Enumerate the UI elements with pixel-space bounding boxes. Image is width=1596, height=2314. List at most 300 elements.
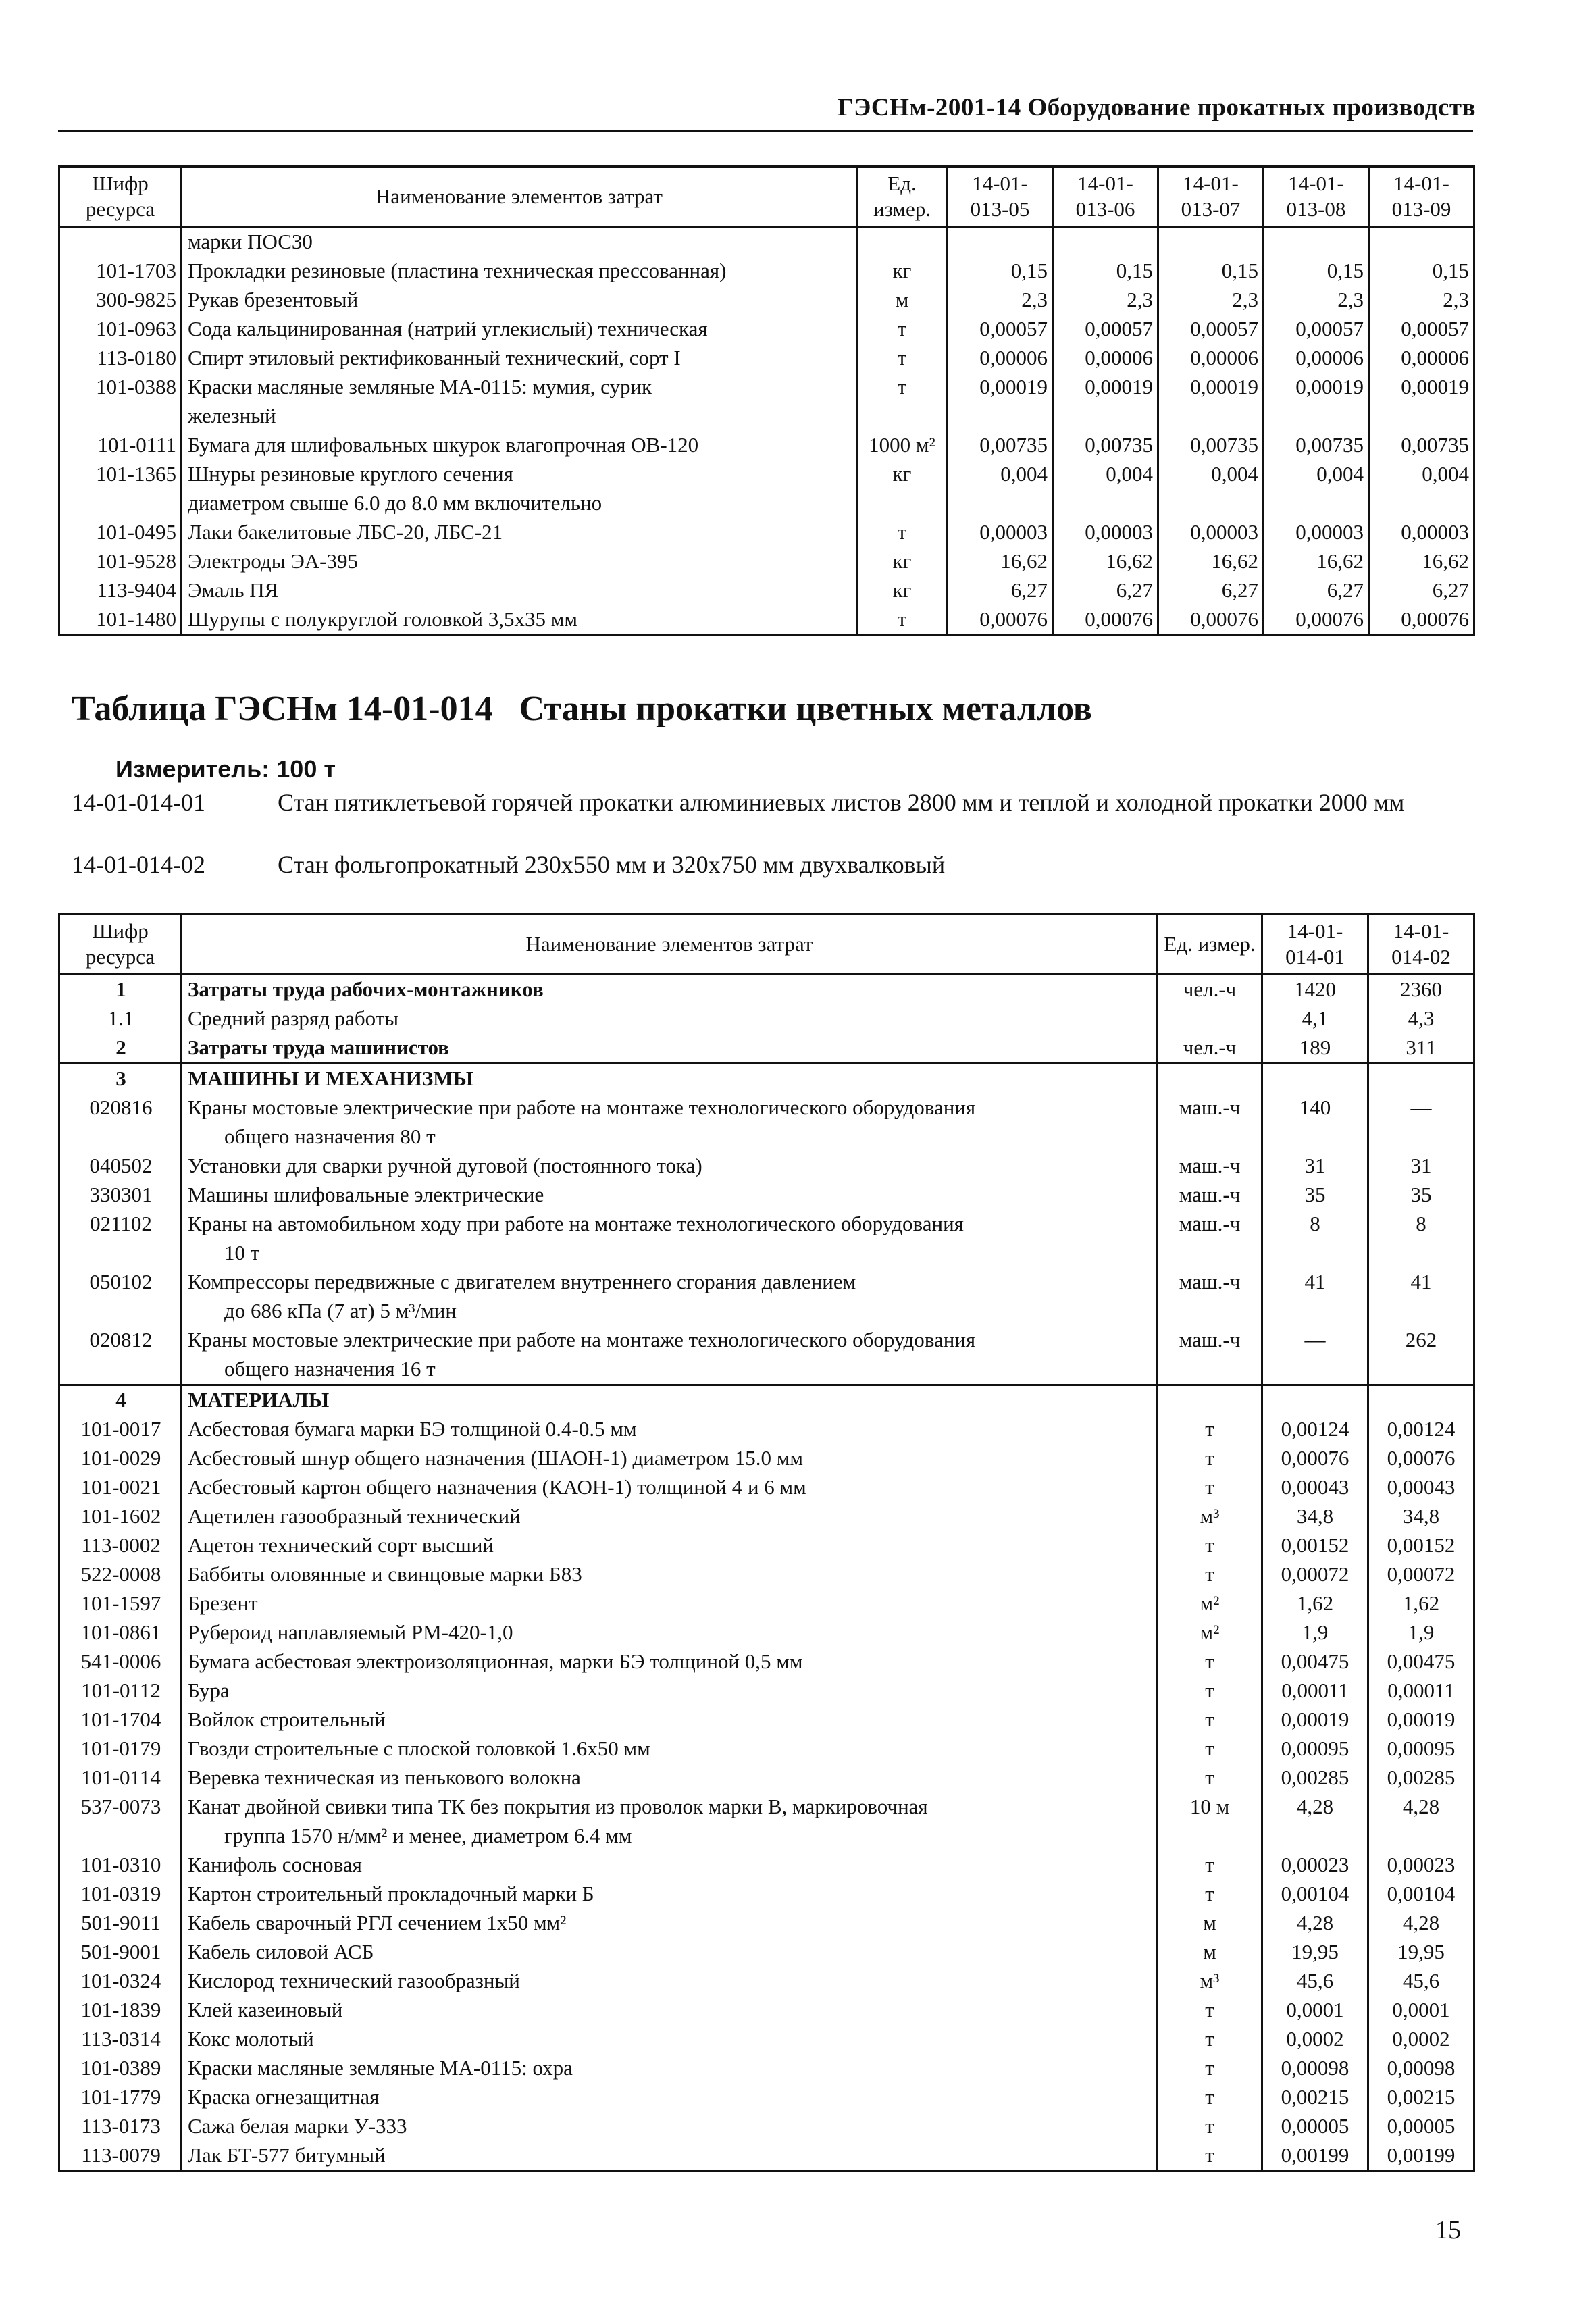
cell-unit: т (1158, 2025, 1262, 2054)
cell-value: 0,00003 (1053, 518, 1158, 547)
table-row (59, 460, 1474, 489)
cell-code: 101-0111 (59, 431, 182, 460)
col-header: Наименование элементов затрат (182, 167, 857, 227)
table-row (59, 1444, 1474, 1473)
cell-unit: м³ (1158, 1967, 1262, 1996)
table-row (59, 1938, 1474, 1967)
cell-name: Краски масляные земляные МА-0115: охра (182, 2054, 1158, 2083)
cell-value: 0,00003 (1158, 518, 1264, 547)
cell-value: 8 (1368, 1210, 1474, 1239)
cell-unit (1158, 1239, 1262, 1268)
cell-name: марки ПОС30 (182, 227, 857, 257)
item-14-01-014-02 (72, 849, 1476, 880)
table-row (59, 1793, 1474, 1822)
cell-code: 101-0389 (59, 2054, 182, 2083)
cell-value: 0,00735 (948, 431, 1053, 460)
table-header-row (59, 167, 1474, 227)
cell-value: 2,3 (1053, 286, 1158, 315)
item-code: 14-01-014-02 (72, 851, 205, 878)
cell-value (1368, 1385, 1474, 1416)
cell-code (59, 402, 182, 431)
measure-label: Измеритель: 100 т (115, 755, 336, 783)
cell-value: 0,15 (1369, 257, 1474, 286)
cell-name: Электроды ЭА-395 (182, 547, 857, 576)
table-row (59, 518, 1474, 547)
cell-value (1262, 1123, 1368, 1152)
cell-unit: т (1158, 2083, 1262, 2112)
cell-value (948, 489, 1053, 518)
cell-value: 0,00011 (1262, 1676, 1368, 1705)
table-row (59, 1239, 1474, 1268)
cell-value (1369, 227, 1474, 257)
cell-name: Машины шлифовальные электрические (182, 1181, 1158, 1210)
table-row (59, 605, 1474, 636)
cell-unit: т (1158, 2054, 1262, 2083)
cell-unit: чел.-ч (1158, 1033, 1262, 1064)
cell-value: 0,15 (1264, 257, 1369, 286)
page-number: 15 (1435, 2216, 1461, 2244)
cell-value: 0,00057 (948, 315, 1053, 344)
cell-value: 16,62 (1053, 547, 1158, 576)
cell-value: 311 (1368, 1033, 1474, 1064)
cell-value: 0,00019 (1369, 373, 1474, 402)
cell-name: МАШИНЫ И МЕХАНИЗМЫ (182, 1064, 1158, 1094)
cell-value: 0,00057 (1158, 315, 1264, 344)
cell-code (59, 1297, 182, 1326)
cell-name: Кабель силовой АСБ (182, 1938, 1158, 1967)
item-text: Стан пятиклетьевой горячей прокатки алюминиевых листов 2800 мм и теплой и холодной прокатки 2000 мм (278, 789, 1405, 816)
cell-unit (1158, 1297, 1262, 1326)
cell-value: 45,6 (1262, 1967, 1368, 1996)
cell-value: 34,8 (1368, 1502, 1474, 1531)
cell-code (59, 1239, 182, 1268)
cell-name (182, 1822, 1158, 1851)
cell-unit: т (857, 518, 948, 547)
cell-value: 4,1 (1262, 1004, 1368, 1033)
cell-unit: т (1158, 1734, 1262, 1764)
cell-name: Канифоль сосновая (182, 1851, 1158, 1880)
cell-value: 0,00023 (1262, 1851, 1368, 1880)
cell-value: 0,00057 (1264, 315, 1369, 344)
table-row (59, 1415, 1474, 1444)
cell-value: 4,28 (1262, 1793, 1368, 1822)
cell-unit: м² (1158, 1589, 1262, 1618)
cell-name: железный (182, 402, 857, 431)
cell-value (1368, 1239, 1474, 1268)
cell-name: Войлок строительный (182, 1705, 1158, 1734)
cell-value: 0,004 (948, 460, 1053, 489)
table-row (59, 2141, 1474, 2171)
cell-code: 113-0180 (59, 344, 182, 373)
cell-value: 4,28 (1368, 1909, 1474, 1938)
cell-unit: т (1158, 1851, 1262, 1880)
cell-unit (1158, 1355, 1262, 1385)
table-row (59, 547, 1474, 576)
table-row (59, 1210, 1474, 1239)
cell-code: 4 (59, 1385, 182, 1416)
cell-value: 2,3 (1369, 286, 1474, 315)
cell-name: Брезент (182, 1589, 1158, 1618)
cell-code: 101-1597 (59, 1589, 182, 1618)
cell-unit: т (1158, 1705, 1262, 1734)
cell-value (1262, 1064, 1368, 1094)
cell-value: 0,00124 (1368, 1415, 1474, 1444)
table-row (59, 1589, 1474, 1618)
cell-code: 1.1 (59, 1004, 182, 1033)
cell-value: 16,62 (1369, 547, 1474, 576)
cell-value: 4,28 (1368, 1793, 1474, 1822)
resource-table-013 (58, 165, 1475, 636)
table-row (59, 402, 1474, 431)
cell-value: 4,28 (1262, 1909, 1368, 1938)
cell-value: 0,00005 (1262, 2112, 1368, 2141)
cell-value (1262, 1355, 1368, 1385)
cell-value: 0,00215 (1368, 2083, 1474, 2112)
cell-name: Асбестовый картон общего назначения (КАОН-1) толщиной 4 и 6 мм (182, 1473, 1158, 1502)
cell-value (1368, 1123, 1474, 1152)
cell-value: 8 (1262, 1210, 1368, 1239)
cell-value (1262, 1297, 1368, 1326)
table-row (59, 2112, 1474, 2141)
cell-code: 541-0006 (59, 1647, 182, 1676)
cell-value: 0,00006 (948, 344, 1053, 373)
cell-unit (857, 489, 948, 518)
cell-code: 101-0310 (59, 1851, 182, 1880)
cell-value: 1,9 (1368, 1618, 1474, 1647)
cell-value: 0,00019 (1262, 1705, 1368, 1734)
table-row (59, 1705, 1474, 1734)
table-row (59, 576, 1474, 605)
cell-name: Сода кальцинированная (натрий углекислый) техническая (182, 315, 857, 344)
cell-unit: кг (857, 547, 948, 576)
cell-unit (1158, 1064, 1262, 1094)
cell-name: Гвозди строительные с плоской головкой 1.6х50 мм (182, 1734, 1158, 1764)
cell-value: 6,27 (1158, 576, 1264, 605)
table-row (59, 1152, 1474, 1181)
cell-value: 0,00006 (1264, 344, 1369, 373)
cell-name: Ацетон технический сорт высший (182, 1531, 1158, 1560)
cell-code (59, 489, 182, 518)
cell-name: Рубероид наплавляемый РМ-420-1,0 (182, 1618, 1158, 1647)
cell-name: Шнуры резиновые круглого сечения (182, 460, 857, 489)
cell-code: 101-0324 (59, 1967, 182, 1996)
cell-unit (1158, 1822, 1262, 1851)
cell-value: 0,00006 (1369, 344, 1474, 373)
cell-code: 020812 (59, 1326, 182, 1355)
cell-value: 0,00104 (1262, 1880, 1368, 1909)
cell-code: 101-0017 (59, 1415, 182, 1444)
cell-code: 101-0963 (59, 315, 182, 344)
cell-value: 16,62 (1158, 547, 1264, 576)
table-body (59, 975, 1474, 2171)
cell-name-text: до 686 кПа (7 ат) 5 м³/мин (224, 1299, 457, 1322)
table-row (59, 1967, 1474, 1996)
cell-code: 2 (59, 1033, 182, 1064)
table-row (59, 1851, 1474, 1880)
cell-value: 0,00152 (1262, 1531, 1368, 1560)
table-row (59, 1268, 1474, 1297)
cell-code: 101-1779 (59, 2083, 182, 2112)
cell-value: 35 (1368, 1181, 1474, 1210)
cell-value: 35 (1262, 1181, 1368, 1210)
cell-code: 501-9011 (59, 1909, 182, 1938)
cell-value (1264, 227, 1369, 257)
table-row (59, 315, 1474, 344)
cell-code: 101-0388 (59, 373, 182, 402)
cell-name-text: 10 т (224, 1241, 260, 1264)
col-header: 14-01- 013-06 (1053, 167, 1158, 227)
cell-value: 0,00006 (1158, 344, 1264, 373)
cell-value: 0,00072 (1368, 1560, 1474, 1589)
cell-name: Веревка техническая из пенькового волокна (182, 1764, 1158, 1793)
table-row (59, 1064, 1474, 1094)
cell-unit: т (857, 605, 948, 636)
cell-value (1053, 227, 1158, 257)
col-header: 14-01- 013-08 (1264, 167, 1369, 227)
cell-name: Затраты труда машинистов (182, 1033, 1158, 1064)
cell-value: 45,6 (1368, 1967, 1474, 1996)
cell-value: 140 (1262, 1094, 1368, 1123)
col-header: Ед. измер. (857, 167, 948, 227)
cell-value: 2,3 (1264, 286, 1369, 315)
table-row (59, 1094, 1474, 1123)
cell-value: 0,004 (1264, 460, 1369, 489)
cell-value: 0,15 (1053, 257, 1158, 286)
cell-code: 021102 (59, 1210, 182, 1239)
cell-unit: т (1158, 1444, 1262, 1473)
cell-code: 101-0319 (59, 1880, 182, 1909)
cell-unit: м³ (1158, 1502, 1262, 1531)
cell-unit (1158, 1385, 1262, 1416)
cell-value: 0,00199 (1262, 2141, 1368, 2171)
table-row (59, 344, 1474, 373)
cell-name: Спирт этиловый ректификованный технический, сорт I (182, 344, 857, 373)
cell-code: 101-1703 (59, 257, 182, 286)
cell-value (1262, 1239, 1368, 1268)
cell-unit: т (1158, 2141, 1262, 2171)
table-row (59, 1909, 1474, 1938)
cell-value: 19,95 (1368, 1938, 1474, 1967)
table-row (59, 1618, 1474, 1647)
cell-code: 113-0079 (59, 2141, 182, 2171)
cell-value: 1420 (1262, 975, 1368, 1005)
cell-value: 1,62 (1368, 1589, 1474, 1618)
cell-value: 0,00057 (1369, 315, 1474, 344)
cell-code: 300-9825 (59, 286, 182, 315)
cell-name-text: общего назначения 16 т (224, 1357, 436, 1381)
table-row (59, 1326, 1474, 1355)
cell-value: 0,00124 (1262, 1415, 1368, 1444)
cell-value: 0,00735 (1053, 431, 1158, 460)
cell-value: 0,00095 (1368, 1734, 1474, 1764)
cell-code: 3 (59, 1064, 182, 1094)
cell-value: 0,00095 (1262, 1734, 1368, 1764)
cell-value: 0,00076 (1158, 605, 1264, 636)
cell-name-text: общего назначения 80 т (224, 1125, 436, 1148)
cell-value: 0,00076 (1368, 1444, 1474, 1473)
cell-code: 522-0008 (59, 1560, 182, 1589)
cell-value: 0,00076 (1369, 605, 1474, 636)
cell-value: 0,00019 (948, 373, 1053, 402)
cell-unit (1158, 1123, 1262, 1152)
table-row (59, 2025, 1474, 2054)
cell-name: Лаки бакелитовые ЛБС-20, ЛБС-21 (182, 518, 857, 547)
table-row (59, 489, 1474, 518)
cell-value: 41 (1368, 1268, 1474, 1297)
table-row (59, 1996, 1474, 2025)
table-row (59, 1181, 1474, 1210)
cell-unit: т (1158, 2112, 1262, 2141)
cell-unit: т (857, 315, 948, 344)
cell-name: Краны мостовые электрические при работе на монтаже технологического оборудования (182, 1326, 1158, 1355)
cell-value: 16,62 (948, 547, 1053, 576)
cell-value (948, 402, 1053, 431)
cell-name: Бура (182, 1676, 1158, 1705)
col-header: Наименование элементов затрат (182, 915, 1158, 975)
cell-unit: т (1158, 1676, 1262, 1705)
table-row (59, 1734, 1474, 1764)
cell-name (182, 1297, 1158, 1326)
cell-name (182, 1355, 1158, 1385)
table-row (59, 227, 1474, 257)
cell-unit: маш.-ч (1158, 1268, 1262, 1297)
table-header-row (59, 915, 1474, 975)
item-text: Стан фольгопрокатный 230х550 мм и 320х750 мм двухвалковый (278, 851, 946, 878)
cell-value: — (1262, 1326, 1368, 1355)
cell-unit: т (857, 344, 948, 373)
cell-value: 0,00043 (1368, 1473, 1474, 1502)
cell-name: Картон строительный прокладочный марки Б (182, 1880, 1158, 1909)
cell-unit: 1000 м² (857, 431, 948, 460)
cell-name: Средний разряд работы (182, 1004, 1158, 1033)
item-14-01-014-01 (72, 787, 1476, 849)
cell-unit: м (1158, 1909, 1262, 1938)
cell-value: 0,00019 (1264, 373, 1369, 402)
table-row (59, 1822, 1474, 1851)
cell-name: Прокладки резиновые (пластина техническая прессованная) (182, 257, 857, 286)
col-header: 14-01- 013-05 (948, 167, 1053, 227)
cell-value (1368, 1822, 1474, 1851)
cell-unit: маш.-ч (1158, 1094, 1262, 1123)
cell-name-text: группа 1570 н/мм² и менее, диаметром 6.4 мм (224, 1824, 632, 1847)
cell-value: 0,00152 (1368, 1531, 1474, 1560)
cell-value: 2360 (1368, 975, 1474, 1005)
cell-value: 1,9 (1262, 1618, 1368, 1647)
cell-value: 41 (1262, 1268, 1368, 1297)
cell-value: 0,00072 (1262, 1560, 1368, 1589)
cell-value: 0,00285 (1368, 1764, 1474, 1793)
cell-value (1368, 1355, 1474, 1385)
page-header: ГЭСНм-2001-14 Оборудование прокатных производств (838, 94, 1476, 122)
table-row (59, 1033, 1474, 1064)
cell-code: 101-0495 (59, 518, 182, 547)
cell-unit: т (1158, 1880, 1262, 1909)
cell-value (1053, 489, 1158, 518)
cell-name: Краска огнезащитная (182, 2083, 1158, 2112)
cell-code: 040502 (59, 1152, 182, 1181)
table-row (59, 1647, 1474, 1676)
table-row (59, 1355, 1474, 1385)
cell-unit: маш.-ч (1158, 1181, 1262, 1210)
cell-value: 1,62 (1262, 1589, 1368, 1618)
cell-name: Лак БТ-577 битумный (182, 2141, 1158, 2171)
cell-value: 0,0002 (1262, 2025, 1368, 2054)
cell-name: Рукав брезентовый (182, 286, 857, 315)
cell-name: Установки для сварки ручной дуговой (постоянного тока) (182, 1152, 1158, 1181)
cell-name: МАТЕРИАЛЫ (182, 1385, 1158, 1416)
table-row (59, 2083, 1474, 2112)
table-body (59, 227, 1474, 636)
table-row (59, 975, 1474, 1005)
cell-code: 113-9404 (59, 576, 182, 605)
cell-name: Эмаль ПЯ (182, 576, 857, 605)
cell-name: Канат двойной свивки типа ТК без покрытия из проволок марки В, маркировочная (182, 1793, 1158, 1822)
cell-code (59, 1355, 182, 1385)
cell-value: 0,00006 (1053, 344, 1158, 373)
cell-code: 501-9001 (59, 1938, 182, 1967)
cell-unit: м (857, 286, 948, 315)
cell-code (59, 227, 182, 257)
cell-value: 0,00019 (1158, 373, 1264, 402)
col-header: 14-01- 013-09 (1369, 167, 1474, 227)
cell-value: 0,00076 (1053, 605, 1158, 636)
cell-value (1262, 1822, 1368, 1851)
cell-unit: маш.-ч (1158, 1326, 1262, 1355)
cell-value: 0,00076 (1262, 1444, 1368, 1473)
cell-value: 0,0002 (1368, 2025, 1474, 2054)
cell-unit: т (1158, 1764, 1262, 1793)
cell-value (948, 227, 1053, 257)
cell-value: 0,00076 (1264, 605, 1369, 636)
table-row (59, 1676, 1474, 1705)
table-row (59, 1764, 1474, 1793)
cell-unit (1158, 1004, 1262, 1033)
cell-name: Сажа белая марки У-333 (182, 2112, 1158, 2141)
cell-value: 0,00019 (1368, 1705, 1474, 1734)
cell-code: 113-0314 (59, 2025, 182, 2054)
cell-value: 6,27 (1264, 576, 1369, 605)
cell-value: 0,00215 (1262, 2083, 1368, 2112)
cell-code (59, 1822, 182, 1851)
cell-name: Кабель сварочный РГЛ сечением 1х50 мм² (182, 1909, 1158, 1938)
cell-value: 0,0001 (1262, 1996, 1368, 2025)
table-row (59, 1502, 1474, 1531)
cell-unit: т (1158, 1473, 1262, 1502)
cell-value: 0,00003 (1264, 518, 1369, 547)
cell-code: 330301 (59, 1181, 182, 1210)
cell-code: 537-0073 (59, 1793, 182, 1822)
table-row (59, 1385, 1474, 1416)
cell-value: 262 (1368, 1326, 1474, 1355)
cell-code: 050102 (59, 1268, 182, 1297)
cell-code: 101-0021 (59, 1473, 182, 1502)
table-row (59, 1473, 1474, 1502)
cell-unit: м² (1158, 1618, 1262, 1647)
cell-code: 101-1480 (59, 605, 182, 636)
cell-name (182, 1123, 1158, 1152)
cell-code (59, 1123, 182, 1152)
cell-name: Асбестовая бумага марки БЭ толщиной 0.4-0.5 мм (182, 1415, 1158, 1444)
cell-unit (857, 227, 948, 257)
cell-value: 189 (1262, 1033, 1368, 1064)
cell-value: 2,3 (1158, 286, 1264, 315)
cell-unit: т (1158, 1647, 1262, 1676)
cell-value (1368, 1297, 1474, 1326)
cell-value: 0,00003 (948, 518, 1053, 547)
cell-unit: 10 м (1158, 1793, 1262, 1822)
header-rule (58, 130, 1473, 132)
cell-value (1368, 1064, 1474, 1094)
